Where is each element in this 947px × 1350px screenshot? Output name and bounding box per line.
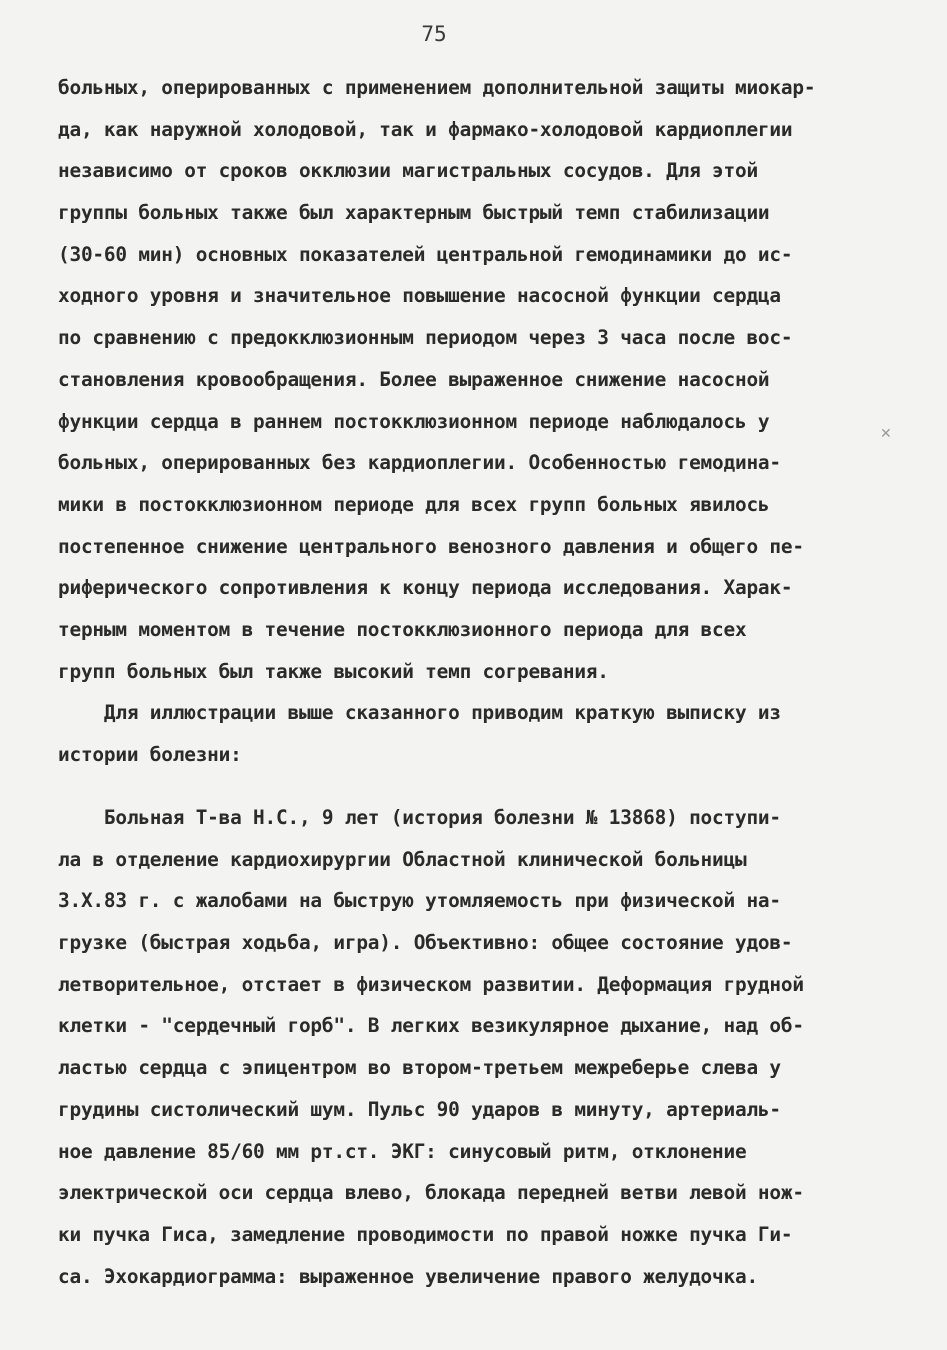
text-line: электрической оси сердца влево, блокада передней ветви левой нож- [58,1181,804,1205]
text-line: грузке (быстрая ходьба, игра). Объективно: общее состояние удов- [58,931,793,955]
text-line: истории болезни: [58,742,242,766]
paragraph-case-history [58,797,898,1297]
text-line: са. Эхокардиограмма: выраженное увеличение правого желудочка. [58,1264,758,1288]
text-line: больных, оперированных с применением дополнительной защиты миокар- [58,76,816,99]
text-line: ходного уровня и значительное повышение насосной функции сердца [58,284,781,308]
text-line: постепенное снижение центрального венозного давления и общего пе- [58,534,804,558]
text-line: клетки - "сердечный горб". В легких везикулярное дыхание, над об- [58,1014,804,1038]
text-line: да, как наружной холодовой, так и фармако-холодовой кардиоплегии [58,117,793,141]
text-line: 3.Х.83 г. с жалобами на быструю утомляемость при физической на- [58,889,781,913]
text-line: по сравнению с предокклюзионным периодом через 3 часа после вос- [58,326,793,350]
text-line: группы больных также был характерным быстрый темп стабилизации [58,201,770,225]
text-line: ла в отделение кардиохирургии Областной клинической больницы [58,847,747,871]
text-line: больных, оперированных без кардиоплегии. Особенностью гемодина- [58,451,781,475]
text-line: терным моментом в течение постокклюзионного периода для всех [58,617,747,641]
text-line: ки пучка Гиса, замедление проводимости по правой ножке пучка Ги- [58,1222,793,1246]
text-line: (30-60 мин) основных показателей центральной гемодинамики до ис- [58,242,793,266]
page-number: 75 [421,22,447,46]
text-line: ное давление 85/60 мм рт.ст. ЭКГ: синусовый ритм, отклонение [58,1139,747,1163]
paragraph-hemodynamics [58,67,898,692]
paragraph-illustration-intro [58,692,898,775]
text-line: становления кровообращения. Более выраженное снижение насосной [58,367,770,391]
text-line: ластью сердца с эпицентром во втором-третьем межреберье слева у [58,1056,781,1080]
text-line: грудины систолический шум. Пульс 90 ударов в минуту, артериаль- [58,1097,781,1121]
text-line: риферического сопротивления к концу периода исследования. Харак- [58,576,793,600]
text-line: групп больных был также высокий темп согревания. [58,659,609,683]
text-line: независимо от сроков окклюзии магистральных сосудов. Для этой [58,159,758,183]
text-line: Больная Т-ва Н.С., 9 лет (история болезни № 13868) поступи- [58,806,781,829]
text-line: функции сердца в раннем постокклюзионном периоде наблюдалось у [58,409,770,433]
text-line: Для иллюстрации выше сказанного приводим краткую выписку из [58,701,781,724]
text-line: мики в постокклюзионном периоде для всех групп больных явилось [58,492,770,516]
scan-artifact-mark: ✕ [880,426,892,442]
text-line: летворительное, отстает в физическом развитии. Деформация грудной [58,972,804,996]
